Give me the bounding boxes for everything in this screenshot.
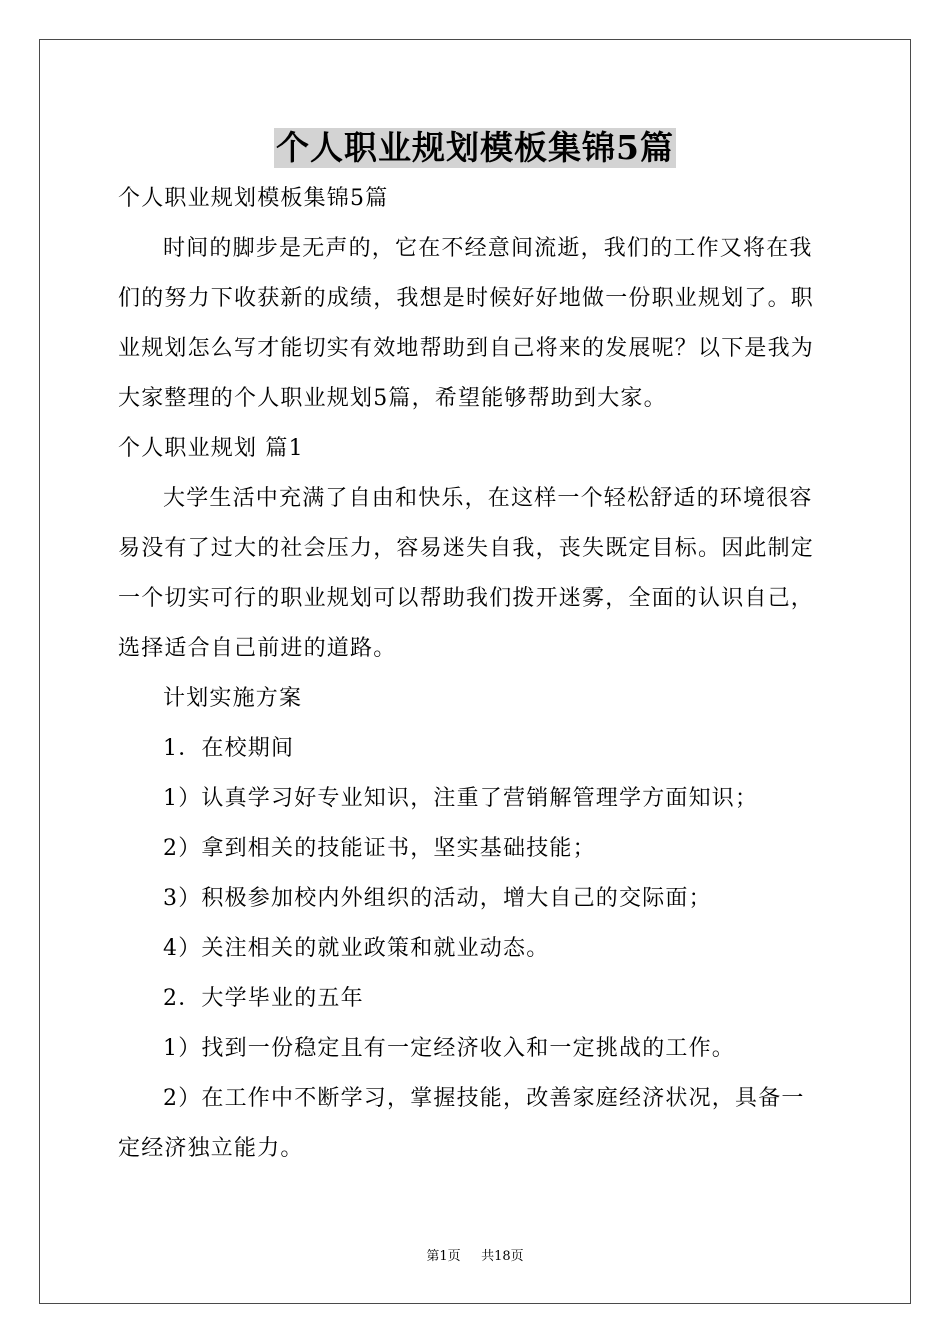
page-border <box>39 39 911 1304</box>
paragraph-line: 们的努力下收获新的成绩，我想是时候好好地做一份职业规划了。职 <box>118 286 815 311</box>
paragraph-line: 易没有了过大的社会压力，容易迷失自我，丧失既定目标。因此制定 <box>118 536 815 561</box>
paragraph-line: 大学生活中充满了自由和快乐，在这样一个轻松舒适的环境很容 <box>163 486 813 511</box>
document-title: 个人职业规划模板集锦5篇 <box>276 128 674 167</box>
section-heading: 个人职业规划 篇1 <box>118 436 304 461</box>
plan-heading: 计划实施方案 <box>163 686 303 711</box>
plan-item: 1）找到一份稳定且有一定经济收入和一定挑战的工作。 <box>163 1036 735 1061</box>
page-total: 共18页 <box>481 1249 524 1264</box>
page-footer <box>0 1248 950 1266</box>
plan-item: 2）拿到相关的技能证书，坚实基础技能； <box>163 836 596 861</box>
plan-stage-heading: 2．大学毕业的五年 <box>163 986 364 1011</box>
page-number: 第1页 <box>426 1249 461 1264</box>
plan-item-continuation: 定经济独立能力。 <box>118 1136 304 1161</box>
plan-item: 1）认真学习好专业知识，注重了营销解管理学方面知识； <box>163 786 759 811</box>
paragraph-line: 大家整理的个人职业规划5篇，希望能够帮助到大家。 <box>118 386 667 411</box>
title-container <box>0 128 950 168</box>
plan-item: 4）关注相关的就业政策和就业动态。 <box>163 936 550 961</box>
paragraph-line: 业规划怎么写才能切实有效地帮助到自己将来的发展呢？以下是我为 <box>118 336 815 361</box>
paragraph-line: 时间的脚步是无声的，它在不经意间流逝，我们的工作又将在我 <box>163 236 813 261</box>
plan-item: 2）在工作中不断学习，掌握技能，改善家庭经济状况，具备一 <box>163 1086 805 1111</box>
subtitle-line: 个人职业规划模板集锦5篇 <box>118 186 389 211</box>
plan-stage-heading: 1．在校期间 <box>163 736 295 761</box>
paragraph-line: 一个切实可行的职业规划可以帮助我们拨开迷雾，全面的认识自己， <box>118 586 815 611</box>
paragraph-line: 选择适合自己前进的道路。 <box>118 636 397 661</box>
plan-item: 3）积极参加校内外组织的活动，增大自己的交际面； <box>163 886 712 911</box>
